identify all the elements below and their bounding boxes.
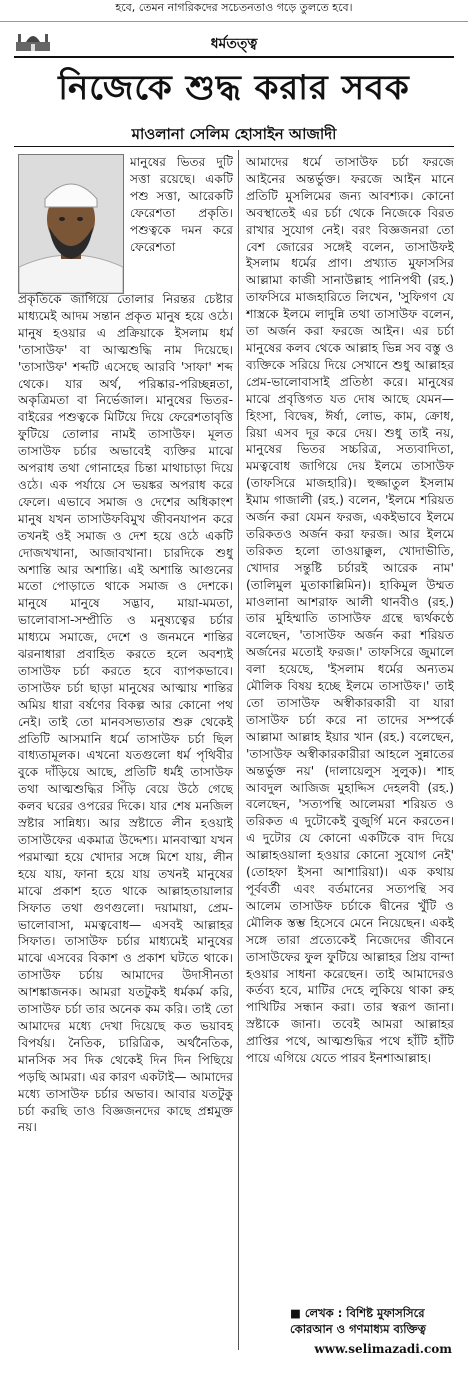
right-column-text: আমাদের ধর্মে তাসাউফ চর্চা ফরজে আইনের অন্তর্ভুক্ত। ফরজে আইন মানে প্রতিটি মুসলিমের জন্য আবশ্যক। কোনো অবস্থাতেই এর চর্চা থেকে নিজেকে বিরত রাখার সুযোগ নেই। বরং বিজ্ঞজনরা তো বেশ জোরের সঙ্গেই বলেন, তাসাউফই ইসলাম ধর্মের প্রাণ। প্রখ্যাত মুফাসসির আল্লামা কাজী সানাউল্লাহ পানিপথী (রহ.) তাফসিরে মাজহারিতে লিখেন, 'সুফিগণ যে শাস্ত্রকে ইলমে লাদুন্নি তথা তাসাউফ বলেন, তা অর্জন করা ফরজে আইন। এর চর্চা মানুষের কলব থেকে আল্লাহ ভিন্ন সব বস্তু ও ব্যক্তিকে সরিয়ে দিয়ে সেখানে শুধু আল্লাহর প্রেম-ভালোবাসাই প্রতিষ্ঠা করে। মানুষের মাঝে প্রবৃত্তিগত যত দোষ আছে যেমন— হিংসা, বিদ্বেষ, ঈর্ষা, লোভ, কাম, ক্রোধ, রিয়া এসব দূর করে দেয়। শুধু তাই নয়, মানুষের ভিতর সচ্চরিত্র, সত্যবাদিতা, মমত্ববোধ জাগিয়ে দেয় ইলমে তাসাউফ (তাফসিরে মাজহারি)। হুজ্জাতুল ইসলাম ইমাম গাজালী (রহ.) বলেন, 'ইলমে শরিয়ত অর্জন করা যেমন ফরজ, একইভাবে ইলমে তরিকতও অর্জন করা ফরজ। আর ইলমে তরিকত হলো তাওয়াক্কুল, খোদাভীতি, খোদার সন্তুষ্টি চর্চারই আরেক নাম' (তালিমুল মুতাকাল্লিমিন)। হাকিমুল উম্মত মাওলানা আশরাফ আলী থানবীও (রহ.) তার মুহিম্মাতি তাসাউফ গ্রন্থে দ্ব্যর্থকণ্ঠে বলেছেন, 'তাসাউফ অর্জন করা শরিয়ত অর্জনের মতোই ফরজ।' তাফসিরে জুমালে বলা হয়েছে, 'ইসলাম ধর্মের অন্যতম মৌলিক বিষয় হচ্ছে ইলমে তাসাউফ।' তাই তো তাসাউফ অস্বীকারকারী বা যারা তাসাউফ চর্চা করে না তাদের সম্পর্কে আল্লামা আল্লাহ ইয়ার খান (রহ.) বলেছেন, 'তাসাউফ অস্বীকারকারীরা আহলে সুন্নাতের অন্তর্ভুক্ত নয়' (দালায়েলুস সুলুক)। শাহ আবদুল আজিজ মুহাদ্দিস দেহলবী (রহ.) বলেছেন, 'সত্যপন্থি আলেমরা শরিয়ত ও তরিকত এ দুটোকেই বুজুর্গি মনে করতেন। এ দুটোর যে কোনো একটিকে বাদ দিয়ে আল্লাহওয়ালা হওয়ার কোনো সুযোগ নেই' (তোহফা ইসনা আশারিয়া)। এক কথায় পূর্ববর্তী এবং বর্তমানের সত্যপন্থি সব আলেম তাসাউফ চর্চাকে দ্বীনের খুঁটি ও মৌলিক স্তম্ভ হিসেবে মেনে নিয়েছেন। একই সঙ্গে তারা প্রত্যেকেই নিজেদের জীবনে তাসাউফের ফুল ফুটিয়ে আল্লাহর প্রিয় বান্দা হওয়ার সাধনা করেছেন। তাই আমাদেরও কর্তব্য হবে, মাটির দেহে লুকিয়ে থাকা রুহ পাখিটির সন্ধান করা। তার স্বরূপ জানা। স্রষ্টাকে জানা। তবেই আমরা আল্লাহর প্রাপ্তির পথে, আত্মশুদ্ধির পথে হাঁটি হাঁটি পায়ে এগিয়ে যেতে পারব ইনশাআল্লাহ। bbox=[246, 155, 454, 1066]
column-divider bbox=[238, 150, 239, 1350]
intro-paragraph: মানুষের ভিতর দুটি সত্তা রয়েছে। একটি পশু সত্তা, আরেকটি ফেরেশতা প্রকৃতি। পশুত্বকে দমন করে ফেরেশতা bbox=[130, 155, 233, 254]
author-photo bbox=[18, 154, 124, 294]
left-column bbox=[18, 291, 233, 1347]
right-column bbox=[246, 154, 454, 1312]
intro-column bbox=[130, 154, 233, 290]
author-byline: মাওলানা সেলিম হোসাইন আজাদী bbox=[131, 125, 337, 143]
byline-rule bbox=[14, 146, 454, 147]
article-headline: নিজেকে শুদ্ধ করার সবক bbox=[58, 68, 410, 108]
author-note: ■ লেখক : বিশিষ্ট মুফাসসিরে কোরআন ও গণমাধ্যম ব্যক্তিত্ব bbox=[290, 1306, 426, 1336]
left-column-text: প্রকৃতিকে জাগিয়ে তোলার নিরন্তর চেষ্টার মাধ্যমেই আদম সন্তান প্রকৃত মানুষ হয়ে ওঠে। মানুষ হওয়ার এ প্রক্রিয়াকে ইসলাম ধর্ম 'তাসাউফ' বা আত্মশুদ্ধি নাম দিয়েছে। 'তাসাউফ' শব্দটি এসেছে আরবি 'সাফা' শব্দ থেকে। যার অর্থ, পরিষ্কার-পরিচ্ছন্নতা, অকৃত্রিমতা বা নির্ভেজাল। মানুষের ভিতর-বাইরের পশুত্বকে মিটিয়ে দিয়ে ফেরেশতাবৃত্তি ফুটিয়ে তোলার নামই তাসাউফ। মূলত তাসাউফ চর্চার অভাবেই ব্যক্তির মাঝে অপরাধ তথা গোনাহের চিন্তা মাথাচাড়া দিয়ে ওঠে। এক পর্যায়ে সে ভয়ঙ্কর অপরাধ করে ফেলে। এভাবে সমাজ ও দেশের অধিকাংশ মানুষ যখন তাসাউফবিমুখ জীবনযাপন করে তখনই ওই সমাজ ও দেশ হয়ে ওঠে একটি দোজখখানা, আজাবখানা। চারদিকে শুধু অশান্তি আর অশান্তি। এই অশান্তি আগুনের মতো পোড়াতে থাকে সমাজ ও দেশকে। মানুষে মানুষে সদ্ভাব, মায়া-মমতা, ভালোবাসা-সম্প্রীতি ও মনুষ্যত্বের চর্চার মাধ্যমে সমাজে, দেশে ও জনমনে শান্তির ঝরনাধারা প্রবাহিত করতে হলে অবশ্যই তাসাউফ চর্চা করতে হবে ব্যাপকভাবে। তাসাউফ চর্চা ছাড়া মানুষের আত্মায় শান্তির অমিয় ধারা বর্ষণের বিকল্প আর কোনো পথ নেই। তাই তো মানবসভ্যতার শুরু থেকেই প্রতিটি আসমানি ধর্মে তাসাউফ চর্চা ছিল বাধ্যতামূলক। এখনো যতগুলো ধর্ম পৃথিবীর বুকে দাঁড়িয়ে আছে, প্রতিটি ধর্মই তাসাউফ তথা আত্মশুদ্ধির সিঁড়ি বেয়ে উঠে গেছে কলব ঘরের ওপরের দিকে। যার শেষ মনজিল স্রষ্টার সান্নিধ্য। আর স্রষ্টাতে লীন হওয়াই তাসাউফের একমাত্র উদ্দেশ্য। মানবাত্মা যখন পরমাত্মা হয়ে খোদার সঙ্গে মিশে যায়, লীন হয়ে যায়, ফানা হয়ে যায় তখনই মানুষের মাঝে প্রকাশ হতে থাকে আল্লাহতায়ালার সিফাত তথা গুণগুলো। দয়ামায়া, প্রেম-ভালোবাসা, মমত্ববোধ— এসবই আল্লাহর সিফাত। তাসাউফ চর্চার মাধ্যমেই মানুষের মাঝে এসবের বিকাশ ও প্রকাশ ঘটতে থাকে। তাসাউফ চর্চায় আমাদের উদাসীনতা আশঙ্কাজনক। আমরা যতটুকই ধর্মকর্ম করি, তাসাউফ চর্চা তার অনেক কম করি। তাই তো আমাদের মধ্যে দেখা দিয়েছে কত ভয়াবহ বিপর্যয়। নৈতিক, চারিত্রিক, অর্থনৈতিক, মানসিক সব দিক থেকেই দিন দিন পিছিয়ে পড়ছি আমরা। এর কারণ একটাই— আমাদের মধ্যে তাসাউফ চর্চার অভাব। আবার যতটুকু চর্চা করছি তাও বিজ্ঞজনদের কাছে প্রশ্নমুক্ত নয়। bbox=[18, 292, 233, 1135]
author-portrait-icon bbox=[19, 155, 123, 293]
section-label: ধর্মতত্ত্ব bbox=[210, 36, 258, 52]
previous-article-text: হবে, তেমন নাগরিকদের সচেতনতাও গড়ে তুলতে হবে। bbox=[0, 0, 468, 22]
author-website-link[interactable]: www.selimazadi.com bbox=[314, 1342, 452, 1356]
header-rule bbox=[14, 56, 454, 58]
